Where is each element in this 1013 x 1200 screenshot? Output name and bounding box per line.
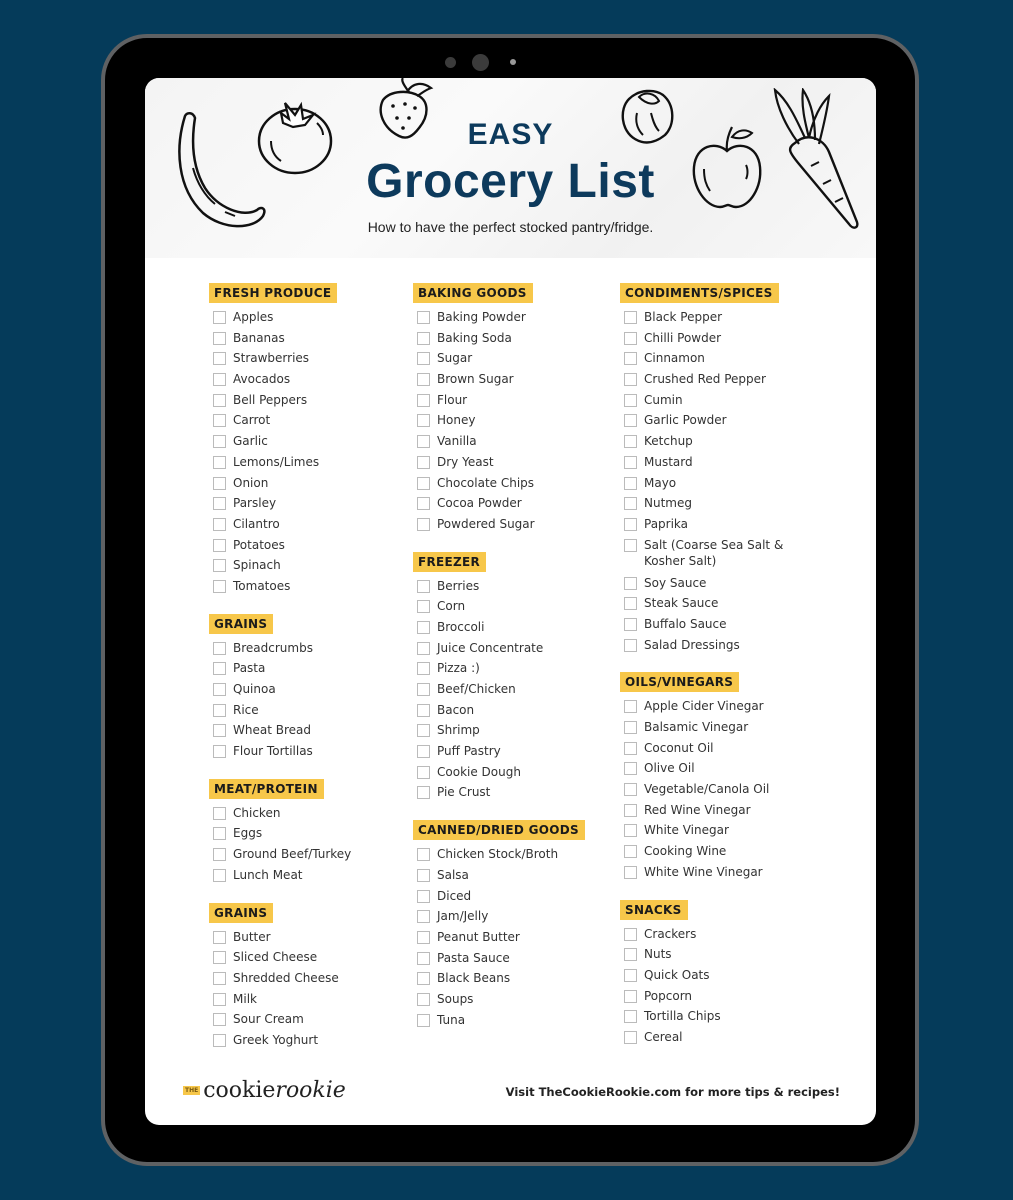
list-item[interactable]: Cooking Wine xyxy=(624,843,824,864)
checkbox[interactable] xyxy=(624,721,637,734)
checkbox[interactable] xyxy=(417,621,430,634)
checkbox[interactable] xyxy=(417,311,430,324)
section-snacks xyxy=(624,899,824,1050)
section-heading: FRESH PRODUCE xyxy=(209,283,337,303)
list-item[interactable]: Garlic xyxy=(213,433,408,454)
checkbox[interactable] xyxy=(213,807,226,820)
list-item[interactable]: Apple Cider Vinegar xyxy=(624,698,824,719)
list-item[interactable]: Honey xyxy=(417,412,612,433)
checkbox[interactable] xyxy=(213,497,226,510)
list-item[interactable]: Red Wine Vinegar xyxy=(624,802,824,823)
checkbox[interactable] xyxy=(417,352,430,365)
list-item[interactable]: Vegetable/Canola Oil xyxy=(624,781,824,802)
list-item[interactable]: Crushed Red Pepper xyxy=(624,371,824,392)
light-sensor-icon xyxy=(510,59,516,65)
checkbox[interactable] xyxy=(417,477,430,490)
checkbox[interactable] xyxy=(417,662,430,675)
checkbox[interactable] xyxy=(213,456,226,469)
section-heading: OILS/VINEGARS xyxy=(620,672,739,692)
checkbox[interactable] xyxy=(213,642,226,655)
section-canned-dried-goods xyxy=(417,819,612,1032)
checkbox[interactable] xyxy=(624,352,637,365)
list-item[interactable]: Lemons/Limes xyxy=(213,454,408,475)
checkbox[interactable] xyxy=(213,559,226,572)
list-item[interactable]: Bell Peppers xyxy=(213,392,408,413)
checkbox[interactable] xyxy=(624,948,637,961)
checkbox[interactable] xyxy=(417,683,430,696)
checkbox[interactable] xyxy=(213,1034,226,1047)
checkbox[interactable] xyxy=(624,804,637,817)
list-item[interactable]: Tomatoes xyxy=(213,578,408,599)
list-item[interactable]: Soups xyxy=(417,991,612,1012)
list-item[interactable]: Pizza :) xyxy=(417,660,612,681)
checkbox[interactable] xyxy=(624,639,637,652)
list-item[interactable]: Cinnamon xyxy=(624,350,824,371)
list-item[interactable]: Berries xyxy=(417,578,612,599)
checkbox[interactable] xyxy=(624,539,637,552)
checkbox[interactable] xyxy=(213,931,226,944)
checkbox[interactable] xyxy=(624,373,637,386)
cookie-rookie-logo: THE cookie rookie xyxy=(185,1078,346,1103)
list-item[interactable]: Shrimp xyxy=(417,722,612,743)
section-heading: MEAT/PROTEIN xyxy=(209,779,324,799)
checkbox[interactable] xyxy=(624,477,637,490)
checkbox[interactable] xyxy=(417,642,430,655)
list-item[interactable]: Salt (Coarse Sea Salt & Kosher Salt) xyxy=(624,537,824,575)
list-item[interactable]: Strawberries xyxy=(213,350,408,371)
checkbox[interactable] xyxy=(417,869,430,882)
column-2 xyxy=(417,282,612,1046)
list-item[interactable]: Lunch Meat xyxy=(213,867,408,888)
checkbox[interactable] xyxy=(624,618,637,631)
checkbox[interactable] xyxy=(624,824,637,837)
list-item[interactable]: Tortilla Chips xyxy=(624,1008,824,1029)
list-item[interactable]: Ground Beef/Turkey xyxy=(213,846,408,867)
section-grains xyxy=(213,613,408,764)
checkbox[interactable] xyxy=(417,745,430,758)
list-item[interactable]: Olive Oil xyxy=(624,760,824,781)
checkbox[interactable] xyxy=(213,477,226,490)
checkbox[interactable] xyxy=(417,373,430,386)
checkbox[interactable] xyxy=(213,972,226,985)
checkbox[interactable] xyxy=(624,783,637,796)
checkbox[interactable] xyxy=(213,414,226,427)
list-item[interactable]: Ketchup xyxy=(624,433,824,454)
list-item[interactable]: Pasta xyxy=(213,660,408,681)
checkbox[interactable] xyxy=(213,662,226,675)
list-item[interactable]: Broccoli xyxy=(417,619,612,640)
list-item[interactable]: Cereal xyxy=(624,1029,824,1050)
sensor-icon xyxy=(445,57,456,68)
checkbox[interactable] xyxy=(624,597,637,610)
checkbox[interactable] xyxy=(624,518,637,531)
checkbox[interactable] xyxy=(213,848,226,861)
checkbox[interactable] xyxy=(213,352,226,365)
checkbox[interactable] xyxy=(417,580,430,593)
page-title: Grocery List xyxy=(366,155,655,208)
checkbox[interactable] xyxy=(624,435,637,448)
section-fresh-produce xyxy=(213,282,408,599)
list-item[interactable]: Jam/Jelly xyxy=(417,908,612,929)
footer-tagline: Visit TheCookieRookie.com for more tips & recipes! xyxy=(505,1085,840,1099)
checkbox[interactable] xyxy=(213,1013,226,1026)
list-item[interactable]: Bananas xyxy=(213,330,408,351)
list-item[interactable]: Rice xyxy=(213,702,408,723)
column-3 xyxy=(624,282,824,1064)
list-item[interactable]: Tuna xyxy=(417,1012,612,1033)
list-item[interactable]: Black Beans xyxy=(417,970,612,991)
list-item[interactable]: Sliced Cheese xyxy=(213,949,408,970)
list-item[interactable]: Garlic Powder xyxy=(624,412,824,433)
checkbox[interactable] xyxy=(213,745,226,758)
list-item[interactable]: Crackers xyxy=(624,926,824,947)
list-item[interactable]: Paprika xyxy=(624,516,824,537)
list-item[interactable]: Greek Yoghurt xyxy=(213,1032,408,1053)
list-item[interactable]: Quinoa xyxy=(213,681,408,702)
checkbox[interactable] xyxy=(417,394,430,407)
checkbox[interactable] xyxy=(213,951,226,964)
list-item[interactable]: Bacon xyxy=(417,702,612,723)
checkbox[interactable] xyxy=(624,866,637,879)
checkbox[interactable] xyxy=(417,952,430,965)
list-item[interactable]: Cumin xyxy=(624,392,824,413)
list-item[interactable]: Steak Sauce xyxy=(624,595,824,616)
camera-icon xyxy=(472,54,489,71)
list-item[interactable]: Black Pepper xyxy=(624,309,824,330)
checkbox[interactable] xyxy=(213,332,226,345)
checkbox[interactable] xyxy=(213,435,226,448)
checkbox[interactable] xyxy=(213,827,226,840)
list-item[interactable]: Butter xyxy=(213,929,408,950)
list-item[interactable]: Nuts xyxy=(624,946,824,967)
checkbox[interactable] xyxy=(417,890,430,903)
list-item[interactable]: Vanilla xyxy=(417,433,612,454)
checkbox[interactable] xyxy=(213,993,226,1006)
list-item[interactable]: Puff Pastry xyxy=(417,743,612,764)
checkbox[interactable] xyxy=(624,497,637,510)
list-item[interactable]: Eggs xyxy=(213,825,408,846)
list-item[interactable]: Soy Sauce xyxy=(624,575,824,596)
list-item[interactable]: Apples xyxy=(213,309,408,330)
list-item[interactable]: Salsa xyxy=(417,867,612,888)
checkbox[interactable] xyxy=(417,435,430,448)
column-1 xyxy=(213,282,408,1067)
checkbox[interactable] xyxy=(417,766,430,779)
section-condiments-spices xyxy=(624,282,824,657)
list-item[interactable]: Sugar xyxy=(417,350,612,371)
title-easy: EASY xyxy=(467,118,554,151)
list-item[interactable]: Powdered Sugar xyxy=(417,516,612,537)
list-item[interactable]: Mustard xyxy=(624,454,824,475)
checkbox[interactable] xyxy=(213,704,226,717)
checkbox[interactable] xyxy=(417,910,430,923)
checkbox[interactable] xyxy=(624,1010,637,1023)
list-item[interactable]: Shredded Cheese xyxy=(213,970,408,991)
section-heading: GRAINS xyxy=(209,614,273,634)
list-item[interactable]: Milk xyxy=(213,991,408,1012)
header xyxy=(145,78,876,258)
checkbox[interactable] xyxy=(624,700,637,713)
list-item[interactable]: Potatoes xyxy=(213,537,408,558)
checkbox[interactable] xyxy=(213,518,226,531)
checkbox[interactable] xyxy=(624,577,637,590)
checkbox[interactable] xyxy=(624,311,637,324)
checkbox[interactable] xyxy=(417,993,430,1006)
list-item[interactable]: Juice Concentrate xyxy=(417,640,612,661)
list-item[interactable]: Peanut Butter xyxy=(417,929,612,950)
list-item[interactable]: Cookie Dough xyxy=(417,764,612,785)
list-item[interactable]: Popcorn xyxy=(624,988,824,1009)
checkbox[interactable] xyxy=(624,845,637,858)
list-item[interactable]: Quick Oats xyxy=(624,967,824,988)
list-item[interactable]: Baking Soda xyxy=(417,330,612,351)
list-item[interactable]: White Wine Vinegar xyxy=(624,864,824,885)
list-item[interactable]: Baking Powder xyxy=(417,309,612,330)
list-item[interactable]: Spinach xyxy=(213,557,408,578)
section-heading: CANNED/DRIED GOODS xyxy=(413,820,585,840)
checkbox[interactable] xyxy=(213,394,226,407)
list-item[interactable]: Parsley xyxy=(213,495,408,516)
section-baking-goods xyxy=(417,282,612,537)
list-item[interactable]: Brown Sugar xyxy=(417,371,612,392)
list-item[interactable]: Flour Tortillas xyxy=(213,743,408,764)
section-heading: BAKING GOODS xyxy=(413,283,533,303)
grocery-list-page xyxy=(145,78,876,1125)
list-item[interactable]: Pie Crust xyxy=(417,784,612,805)
list-item[interactable]: Flour xyxy=(417,392,612,413)
section-heading: GRAINS xyxy=(209,903,273,923)
checkbox[interactable] xyxy=(624,456,637,469)
list-item[interactable]: Carrot xyxy=(213,412,408,433)
list-item[interactable]: Chicken xyxy=(213,805,408,826)
list-item[interactable]: Mayo xyxy=(624,475,824,496)
list-item[interactable]: Chilli Powder xyxy=(624,330,824,351)
list-item[interactable]: Breadcrumbs xyxy=(213,640,408,661)
checkbox[interactable] xyxy=(417,600,430,613)
checkbox[interactable] xyxy=(417,724,430,737)
checkbox[interactable] xyxy=(417,972,430,985)
section-freezer xyxy=(417,551,612,806)
checkbox[interactable] xyxy=(213,869,226,882)
checkbox[interactable] xyxy=(624,969,637,982)
list-item[interactable]: Dry Yeast xyxy=(417,454,612,475)
checkbox[interactable] xyxy=(624,414,637,427)
checkbox[interactable] xyxy=(417,704,430,717)
list-item[interactable]: Pasta Sauce xyxy=(417,950,612,971)
checkbox[interactable] xyxy=(624,1031,637,1044)
list-item[interactable]: Coconut Oil xyxy=(624,740,824,761)
section-heading: CONDIMENTS/SPICES xyxy=(620,283,779,303)
list-item[interactable]: Corn xyxy=(417,598,612,619)
list-item[interactable]: Balsamic Vinegar xyxy=(624,719,824,740)
checkbox[interactable] xyxy=(624,742,637,755)
checkbox[interactable] xyxy=(417,518,430,531)
checkbox[interactable] xyxy=(417,456,430,469)
list-item[interactable]: White Vinegar xyxy=(624,822,824,843)
list-item[interactable]: Wheat Bread xyxy=(213,722,408,743)
list-item[interactable]: Nutmeg xyxy=(624,495,824,516)
checkbox[interactable] xyxy=(624,394,637,407)
list-item[interactable]: Avocados xyxy=(213,371,408,392)
list-item[interactable]: Sour Cream xyxy=(213,1011,408,1032)
list-item[interactable]: Onion xyxy=(213,475,408,496)
checkbox[interactable] xyxy=(417,414,430,427)
checkbox[interactable] xyxy=(417,786,430,799)
list-item[interactable]: Cocoa Powder xyxy=(417,495,612,516)
checkbox[interactable] xyxy=(213,311,226,324)
checkbox[interactable] xyxy=(213,373,226,386)
checkbox[interactable] xyxy=(417,931,430,944)
checkbox[interactable] xyxy=(417,848,430,861)
checkbox[interactable] xyxy=(213,683,226,696)
checkbox[interactable] xyxy=(624,928,637,941)
list-item[interactable]: Chocolate Chips xyxy=(417,475,612,496)
checkbox[interactable] xyxy=(417,497,430,510)
checkbox[interactable] xyxy=(213,580,226,593)
list-item[interactable]: Buffalo Sauce xyxy=(624,616,824,637)
section-dairy xyxy=(213,902,408,1053)
checkbox[interactable] xyxy=(624,762,637,775)
section-heading: SNACKS xyxy=(620,900,688,920)
list-item[interactable]: Diced xyxy=(417,888,612,909)
subtitle: How to have the perfect stocked pantry/fridge. xyxy=(367,219,654,235)
list-item[interactable]: Beef/Chicken xyxy=(417,681,612,702)
checkbox[interactable] xyxy=(624,332,637,345)
list-item[interactable]: Cilantro xyxy=(213,516,408,537)
list-item[interactable]: Salad Dressings xyxy=(624,637,824,658)
checkbox[interactable] xyxy=(213,539,226,552)
section-oils-vinegars xyxy=(624,671,824,884)
checkbox[interactable] xyxy=(624,990,637,1003)
checkbox[interactable] xyxy=(417,1014,430,1027)
list-item[interactable]: Chicken Stock/Broth xyxy=(417,846,612,867)
section-meat-protein xyxy=(213,778,408,888)
checkbox[interactable] xyxy=(213,724,226,737)
section-heading: FREEZER xyxy=(413,552,486,572)
checkbox[interactable] xyxy=(417,332,430,345)
